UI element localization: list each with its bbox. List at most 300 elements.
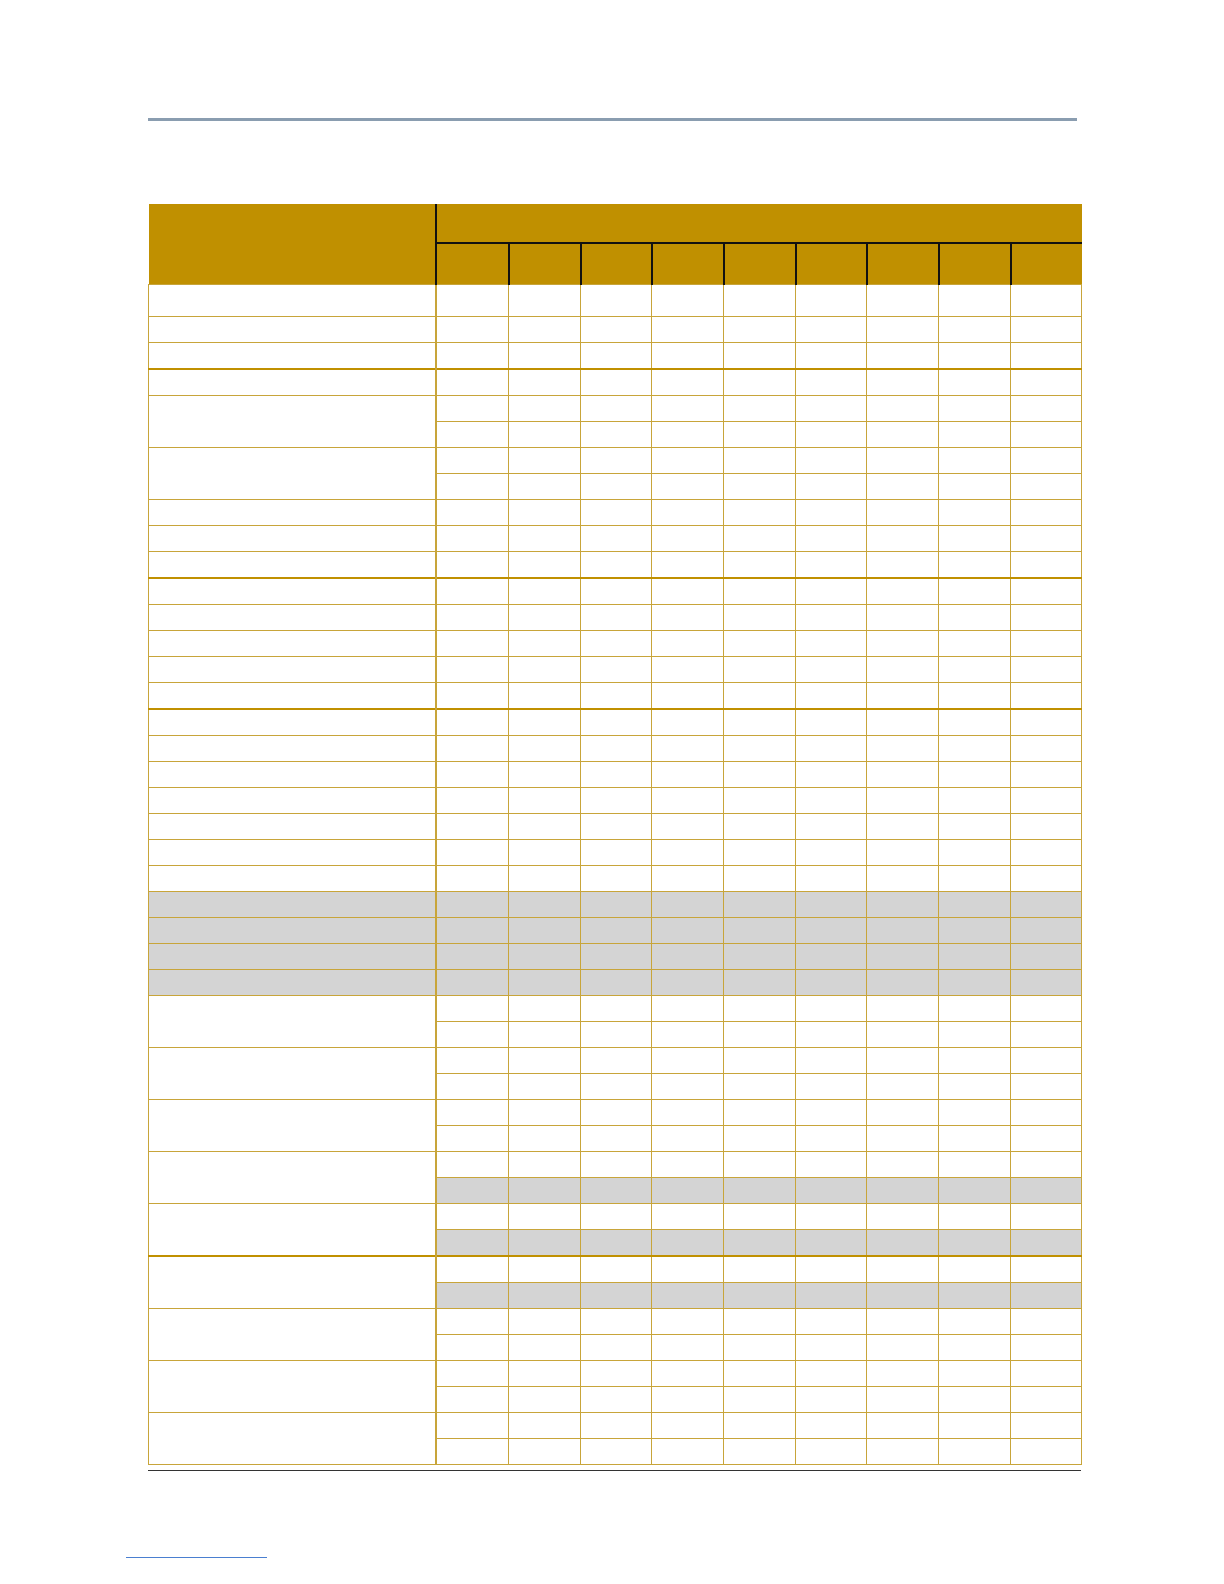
table-cell <box>581 396 652 422</box>
table-cell <box>652 448 724 474</box>
table-cell <box>867 1256 939 1283</box>
table-cell <box>509 1256 581 1283</box>
table-cell <box>724 1413 796 1439</box>
table-row <box>149 631 1082 657</box>
table-cell <box>652 840 724 866</box>
row-label <box>149 1204 436 1257</box>
table-row <box>149 552 1082 579</box>
table-cell <box>509 657 581 683</box>
row-label <box>149 762 436 788</box>
column-header <box>436 243 509 285</box>
table-cell <box>939 970 1011 996</box>
table-cell <box>796 474 867 500</box>
table-cell <box>1011 762 1082 788</box>
table-cell <box>1011 285 1082 317</box>
row-label <box>149 500 436 526</box>
table-cell <box>939 1361 1011 1387</box>
table-cell <box>724 709 796 736</box>
table-cell <box>724 1439 796 1465</box>
table-cell <box>724 788 796 814</box>
column-header <box>796 243 867 285</box>
table-row <box>149 1100 1082 1126</box>
table-cell <box>939 1309 1011 1335</box>
table-cell <box>509 1439 581 1465</box>
table-cell <box>939 448 1011 474</box>
table-cell <box>581 1283 652 1309</box>
table-cell <box>724 892 796 918</box>
table-cell <box>652 1335 724 1361</box>
table-row <box>149 736 1082 762</box>
row-label <box>149 918 436 944</box>
column-header <box>867 243 939 285</box>
table-cell <box>1011 1439 1082 1465</box>
table-cell <box>652 1074 724 1100</box>
table-cell <box>796 918 867 944</box>
table-cell <box>796 1413 867 1439</box>
table-cell <box>724 578 796 605</box>
table-cell <box>652 866 724 892</box>
table-cell <box>724 1204 796 1230</box>
table-cell <box>509 1074 581 1100</box>
table-cell <box>724 396 796 422</box>
table-cell <box>436 996 509 1022</box>
table-cell <box>867 448 939 474</box>
table-row <box>149 709 1082 736</box>
row-label <box>149 657 436 683</box>
table-cell <box>796 944 867 970</box>
table-row <box>149 1256 1082 1283</box>
table-cell <box>436 1204 509 1230</box>
table-cell <box>509 396 581 422</box>
table-cell <box>509 578 581 605</box>
row-label <box>149 396 436 448</box>
row-label <box>149 317 436 343</box>
table-cell <box>509 1230 581 1257</box>
table-cell <box>581 918 652 944</box>
table-cell <box>581 605 652 631</box>
table-cell <box>652 944 724 970</box>
table-cell <box>939 343 1011 370</box>
table-cell <box>867 1283 939 1309</box>
table-row <box>149 657 1082 683</box>
table-cell <box>652 788 724 814</box>
row-label <box>149 285 436 317</box>
row-label <box>149 343 436 370</box>
table-row <box>149 1152 1082 1178</box>
table-cell <box>796 1204 867 1230</box>
table-row <box>149 788 1082 814</box>
table-cell <box>796 970 867 996</box>
table-cell <box>939 1152 1011 1178</box>
table-cell <box>724 317 796 343</box>
table-cell <box>509 918 581 944</box>
table-cell <box>939 1100 1011 1126</box>
table-cell <box>509 683 581 710</box>
table-cell <box>436 1152 509 1178</box>
table-cell <box>724 1256 796 1283</box>
table-cell <box>724 1074 796 1100</box>
table-cell <box>867 552 939 579</box>
table-cell <box>939 866 1011 892</box>
table-cell <box>652 631 724 657</box>
table-cell <box>867 1022 939 1048</box>
table-cell <box>509 892 581 918</box>
row-label <box>149 526 436 552</box>
table-cell <box>436 578 509 605</box>
table-cell <box>581 1335 652 1361</box>
table-cell <box>509 1178 581 1204</box>
table-row <box>149 1309 1082 1335</box>
table-cell <box>436 369 509 396</box>
table-cell <box>796 1283 867 1309</box>
table-cell <box>796 736 867 762</box>
table-cell <box>796 1178 867 1204</box>
table-cell <box>652 474 724 500</box>
row-label <box>149 840 436 866</box>
table-cell <box>724 1178 796 1204</box>
column-header <box>724 243 796 285</box>
table-cell <box>581 944 652 970</box>
column-header <box>509 243 581 285</box>
table-cell <box>652 1361 724 1387</box>
table-cell <box>509 552 581 579</box>
table-cell <box>867 944 939 970</box>
row-label <box>149 631 436 657</box>
table-cell <box>581 788 652 814</box>
table-cell <box>867 892 939 918</box>
data-table <box>148 204 1081 1465</box>
table-cell <box>652 683 724 710</box>
table-cell <box>581 1100 652 1126</box>
table-cell <box>939 996 1011 1022</box>
row-label <box>149 970 436 996</box>
table-cell <box>581 1230 652 1257</box>
table-cell <box>939 500 1011 526</box>
row-label <box>149 1048 436 1100</box>
table-cell <box>436 683 509 710</box>
row-label <box>149 1152 436 1204</box>
table-cell <box>1011 552 1082 579</box>
table-cell <box>867 762 939 788</box>
table-cell <box>652 343 724 370</box>
table-cell <box>509 1100 581 1126</box>
table-cell <box>581 892 652 918</box>
top-rule <box>148 118 1077 121</box>
table-cell <box>509 1152 581 1178</box>
table-cell <box>796 1335 867 1361</box>
table-cell <box>867 657 939 683</box>
table-cell <box>867 1413 939 1439</box>
table-cell <box>581 474 652 500</box>
table-cell <box>1011 422 1082 448</box>
table-cell <box>509 709 581 736</box>
row-label <box>149 552 436 579</box>
table-cell <box>796 343 867 370</box>
row-label <box>149 683 436 710</box>
table-cell <box>1011 578 1082 605</box>
table-cell <box>436 474 509 500</box>
row-label <box>149 996 436 1048</box>
table-cell <box>581 866 652 892</box>
table-cell <box>796 709 867 736</box>
table-cell <box>867 474 939 500</box>
table-cell <box>581 814 652 840</box>
table-cell <box>652 1126 724 1152</box>
table-cell <box>796 1100 867 1126</box>
table-cell <box>796 552 867 579</box>
table-cell <box>509 1283 581 1309</box>
table-cell <box>939 918 1011 944</box>
table-cell <box>436 709 509 736</box>
table-cell <box>652 1022 724 1048</box>
table-cell <box>509 996 581 1022</box>
table-cell <box>867 1335 939 1361</box>
table-row <box>149 944 1082 970</box>
table-cell <box>652 736 724 762</box>
table-cell <box>436 605 509 631</box>
table-cell <box>509 736 581 762</box>
table-cell <box>436 448 509 474</box>
table-cell <box>939 317 1011 343</box>
table-cell <box>724 866 796 892</box>
column-header <box>581 243 652 285</box>
table-cell <box>652 552 724 579</box>
table-cell <box>724 840 796 866</box>
table-cell <box>867 285 939 317</box>
table-cell <box>1011 814 1082 840</box>
table-cell <box>581 422 652 448</box>
row-label <box>149 1309 436 1361</box>
table-cell <box>1011 840 1082 866</box>
table-cell <box>867 1074 939 1100</box>
table-row <box>149 996 1082 1022</box>
table-row <box>149 683 1082 710</box>
table-cell <box>867 369 939 396</box>
table-cell <box>867 1309 939 1335</box>
table-cell <box>796 788 867 814</box>
table-cell <box>652 1178 724 1204</box>
table-cell <box>652 605 724 631</box>
table-cell <box>796 1256 867 1283</box>
column-header <box>1011 243 1082 285</box>
table-cell <box>1011 369 1082 396</box>
table-cell <box>581 1413 652 1439</box>
table-row <box>149 526 1082 552</box>
table-cell <box>1011 343 1082 370</box>
table-cell <box>652 1413 724 1439</box>
table-cell <box>939 1048 1011 1074</box>
table-cell <box>509 1387 581 1413</box>
table-cell <box>509 840 581 866</box>
table-cell <box>1011 1361 1082 1387</box>
table-cell <box>796 1074 867 1100</box>
table-cell <box>867 918 939 944</box>
table-cell <box>939 369 1011 396</box>
table-cell <box>1011 657 1082 683</box>
table-row <box>149 918 1082 944</box>
table-cell <box>509 1126 581 1152</box>
table-cell <box>436 1439 509 1465</box>
table-cell <box>939 1387 1011 1413</box>
table-cell <box>1011 996 1082 1022</box>
row-label <box>149 369 436 396</box>
table-cell <box>724 1230 796 1257</box>
table-cell <box>724 343 796 370</box>
table-cell <box>436 1074 509 1100</box>
table-cell <box>436 1022 509 1048</box>
table-cell <box>652 578 724 605</box>
table-cell <box>867 1152 939 1178</box>
table-cell <box>509 1022 581 1048</box>
row-label <box>149 605 436 631</box>
table-cell <box>939 1178 1011 1204</box>
table-cell <box>939 578 1011 605</box>
table-cell <box>581 1074 652 1100</box>
table-cell <box>939 1230 1011 1257</box>
row-label <box>149 1256 436 1309</box>
table-cell <box>1011 1126 1082 1152</box>
header-group <box>436 204 1082 243</box>
table-cell <box>652 317 724 343</box>
table-cell <box>652 422 724 448</box>
table-cell <box>1011 317 1082 343</box>
table-cell <box>1011 866 1082 892</box>
table-cell <box>796 317 867 343</box>
table-cell <box>1011 500 1082 526</box>
row-label <box>149 866 436 892</box>
table-cell <box>939 683 1011 710</box>
table-cell <box>867 788 939 814</box>
table-cell <box>867 578 939 605</box>
table-cell <box>724 1361 796 1387</box>
table-cell <box>796 448 867 474</box>
table-cell <box>796 1152 867 1178</box>
table-cell <box>509 1048 581 1074</box>
table-cell <box>724 683 796 710</box>
table-cell <box>436 1283 509 1309</box>
table-cell <box>652 1439 724 1465</box>
table-cell <box>724 1126 796 1152</box>
table-cell <box>796 1439 867 1465</box>
table-cell <box>724 996 796 1022</box>
table-cell <box>796 1361 867 1387</box>
table-cell <box>436 1100 509 1126</box>
table-cell <box>1011 605 1082 631</box>
table-cell <box>939 552 1011 579</box>
table-cell <box>724 814 796 840</box>
table-cell <box>1011 1178 1082 1204</box>
table-cell <box>796 422 867 448</box>
table-cell <box>796 500 867 526</box>
table-cell <box>1011 788 1082 814</box>
table-cell <box>1011 1335 1082 1361</box>
table-cell <box>867 422 939 448</box>
table-cell <box>509 369 581 396</box>
table-cell <box>724 1387 796 1413</box>
table-cell <box>1011 1256 1082 1283</box>
table-cell <box>436 552 509 579</box>
table-cell <box>939 285 1011 317</box>
table-cell <box>436 762 509 788</box>
table-cell <box>1011 970 1082 996</box>
table-cell <box>939 1204 1011 1230</box>
table-cell <box>939 1335 1011 1361</box>
table-cell <box>581 317 652 343</box>
table-cell <box>652 1048 724 1074</box>
table-cell <box>796 1309 867 1335</box>
table-row <box>149 369 1082 396</box>
table-cell <box>796 605 867 631</box>
table-cell <box>796 396 867 422</box>
table-cell <box>436 1413 509 1439</box>
table-cell <box>436 1048 509 1074</box>
table-cell <box>724 1309 796 1335</box>
table-cell <box>581 1204 652 1230</box>
table-cell <box>1011 1309 1082 1335</box>
row-label <box>149 1361 436 1413</box>
table-cell <box>796 1022 867 1048</box>
table-cell <box>509 1335 581 1361</box>
table-cell <box>436 1361 509 1387</box>
table-cell <box>652 369 724 396</box>
table-cell <box>724 1022 796 1048</box>
table-cell <box>939 526 1011 552</box>
table-cell <box>724 526 796 552</box>
row-label <box>149 736 436 762</box>
table-cell <box>509 317 581 343</box>
table-row <box>149 605 1082 631</box>
table-cell <box>796 814 867 840</box>
table-cell <box>796 1387 867 1413</box>
table-cell <box>1011 1074 1082 1100</box>
table-cell <box>724 631 796 657</box>
table-cell <box>436 343 509 370</box>
table-cell <box>939 944 1011 970</box>
table-cell <box>1011 1283 1082 1309</box>
table-cell <box>581 631 652 657</box>
table-cell <box>581 657 652 683</box>
table-cell <box>867 1439 939 1465</box>
table-cell <box>796 578 867 605</box>
table-cell <box>867 866 939 892</box>
table-cell <box>436 840 509 866</box>
table-cell <box>867 814 939 840</box>
table-cell <box>436 396 509 422</box>
table-cell <box>724 369 796 396</box>
table-cell <box>796 996 867 1022</box>
table-cell <box>509 1413 581 1439</box>
table-cell <box>581 736 652 762</box>
table-cell <box>796 892 867 918</box>
table-cell <box>724 448 796 474</box>
table-cell <box>581 683 652 710</box>
table-cell <box>652 709 724 736</box>
table-cell <box>436 500 509 526</box>
table-row <box>149 396 1082 422</box>
table-cell <box>1011 1413 1082 1439</box>
table-cell <box>509 448 581 474</box>
table-cell <box>581 552 652 579</box>
table-cell <box>652 396 724 422</box>
table-cell <box>939 1283 1011 1309</box>
table-cell <box>1011 1230 1082 1257</box>
table-cell <box>509 788 581 814</box>
table-cell <box>867 683 939 710</box>
table-cell <box>1011 396 1082 422</box>
table-cell <box>509 500 581 526</box>
table-cell <box>652 1230 724 1257</box>
table-cell <box>939 736 1011 762</box>
